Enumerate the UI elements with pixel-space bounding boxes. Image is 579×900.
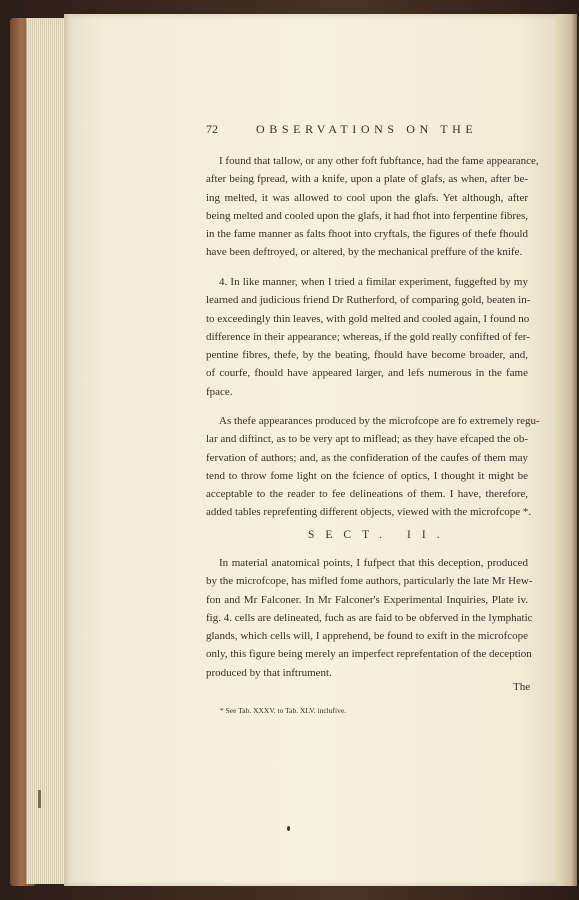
text-line: tend to throw fome light on the fcience of optics, I thought it might be (206, 469, 528, 482)
page-gutter-shadow (556, 14, 577, 886)
page-edges-stack (26, 18, 67, 884)
text-line: have been deftroyed, or altered, by the mechanical preffure of the knife. (206, 246, 523, 259)
text-line: fig. 4. cells are delineated, fuch as are faid to be obferved in the lymphatic (206, 611, 533, 624)
paragraph-2 (206, 273, 531, 401)
running-head (206, 122, 526, 140)
paragraph-4 (206, 554, 533, 682)
text-line: added tables reprefenting different objects, viewed with the microfcope *. (206, 506, 532, 519)
text-line: fon and Mr Falconer. In Mr Falconer's Experimental Inquiries, Plate iv. (206, 593, 528, 606)
running-title: OBSERVATIONS ON THE (256, 122, 478, 136)
text-line: pentine fibres, thefe, by the beating, fhould have become broader, and, (206, 349, 528, 362)
text-line: to exceedingly thin leaves, with gold melted and cooled again, I found no (206, 312, 530, 325)
text-line: learned and judicious friend Dr Rutherford, of comparing gold, beaten in- (206, 294, 531, 307)
page-number: 72 (206, 122, 218, 136)
text-line: 4. In like manner, when I tried a fimilar experiment, fuggefted by my (219, 276, 528, 288)
text-line: by the microfcope, has mifled fome authors, particularly the late Mr Hew- (206, 575, 533, 588)
text-line: fpace. (206, 385, 233, 398)
text-line: acceptable to the reader to fee delineations of them. I have, therefore, (206, 488, 528, 501)
text-line: after being fpread, with a knife, upon a plate of glafs, as when, after be- (206, 173, 528, 186)
ink-spot (287, 826, 290, 831)
text-line: in the fame manner as falts fhoot into cryftals, the figures of thefe fhould (206, 228, 528, 241)
text-line: only, this figure being merely an imperfect reprefentation of the deception (206, 648, 532, 661)
section-heading: SECT. II. (308, 529, 451, 541)
catchword: The (513, 681, 531, 693)
text-line: difference in their appearance; whereas, if the gold really confifted of fer- (206, 330, 530, 343)
paragraph-1 (206, 152, 539, 262)
text-line: glands, which cells will, I apprehend, be found to exift in the microfcope (206, 630, 528, 643)
text-line: lar and diftinct, as to be very apt to miflead; as they have efcaped the ob- (206, 433, 528, 446)
text-line: produced by that inftrument. (206, 666, 332, 679)
text-line: In material anatomical points, I fufpect that this deception, produced (219, 557, 528, 569)
paragraph-3 (206, 412, 540, 522)
text-line: fervation of authors; and, as the confideration of the caufes of them may (206, 451, 528, 464)
text-line: ing melted, it was allowed to cool upon the glafs. Yet although, after (206, 191, 528, 204)
text-line: I found that tallow, or any other foft fubftance, had the fame appearance, (219, 155, 539, 167)
text-line: being melted and cooled upon the glafs, it had fhot into ferpentine fibres, (206, 209, 528, 222)
text-line: As thefe appearances produced by the microfcope are fo extremely regu- (219, 415, 540, 427)
page-marker (38, 790, 41, 808)
footnote: * See Tab. XXXV. to Tab. XLV. inclufive. (220, 706, 347, 715)
text-line: of courfe, fhould have appeared larger, and lefs numerous in the fame (206, 367, 528, 380)
